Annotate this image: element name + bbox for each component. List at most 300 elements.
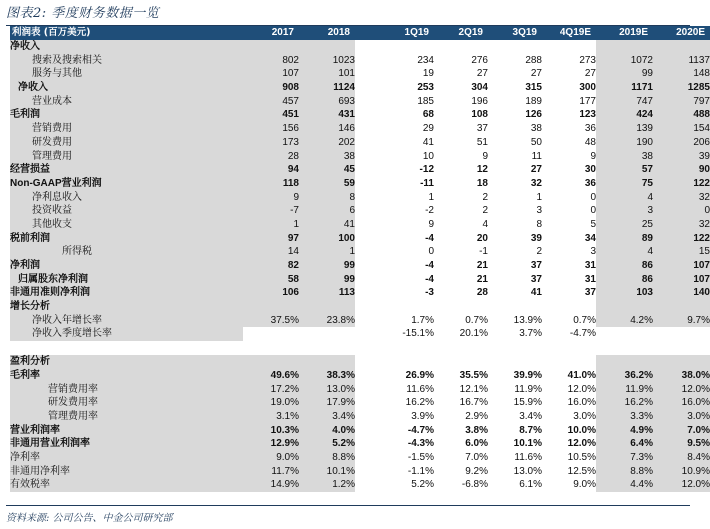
value-cell: 3.7% <box>488 327 542 341</box>
table-row <box>10 40 710 54</box>
row-label: 营销费用 <box>10 122 243 136</box>
value-cell: 82 <box>243 259 299 273</box>
value-cell: 9.2% <box>434 464 488 478</box>
value-cell: 5.2% <box>299 437 355 451</box>
value-cell: 9 <box>434 149 488 163</box>
value-cell: 7.0% <box>434 451 488 465</box>
value-cell: 99 <box>596 67 653 81</box>
value-cell: 36.2% <box>596 369 653 383</box>
value-cell: 16.7% <box>434 396 488 410</box>
value-cell: 206 <box>653 136 710 150</box>
value-cell <box>299 300 355 314</box>
value-cell: -1.1% <box>380 464 434 478</box>
value-cell: 41.0% <box>542 369 596 383</box>
value-cell: 16.0% <box>542 396 596 410</box>
value-cell: 18 <box>434 177 488 191</box>
value-cell <box>488 355 542 369</box>
value-cell <box>243 300 299 314</box>
row-label: 非通用营业利润率 <box>10 437 243 451</box>
value-cell: 108 <box>434 108 488 122</box>
value-cell: 2 <box>488 245 542 259</box>
gap-cell <box>355 40 380 54</box>
value-cell: 86 <box>596 272 653 286</box>
value-cell: 21 <box>434 272 488 286</box>
value-cell: 173 <box>243 136 299 150</box>
value-cell: 1137 <box>653 53 710 67</box>
value-cell: 3.0% <box>653 410 710 424</box>
table-row <box>10 108 710 122</box>
gap-cell <box>355 355 380 369</box>
value-cell: 16.2% <box>596 396 653 410</box>
value-cell: 100 <box>299 231 355 245</box>
value-cell: 156 <box>243 122 299 136</box>
gap-cell <box>355 136 380 150</box>
row-label: 营业成本 <box>10 94 243 108</box>
value-cell: 10 <box>380 149 434 163</box>
value-cell: 12.0% <box>542 437 596 451</box>
value-cell: 11.9% <box>596 382 653 396</box>
value-cell: 0 <box>542 190 596 204</box>
value-cell: 457 <box>243 94 299 108</box>
value-cell: 17.2% <box>243 382 299 396</box>
value-cell <box>653 355 710 369</box>
value-cell: 37 <box>488 259 542 273</box>
gap-cell <box>355 423 380 437</box>
row-label: 税前利润 <box>10 231 243 245</box>
value-cell: 12.1% <box>434 382 488 396</box>
row-label: 归属股东净利润 <box>10 272 243 286</box>
value-cell: 90 <box>653 163 710 177</box>
gap-cell <box>355 231 380 245</box>
value-cell: 4.9% <box>596 423 653 437</box>
value-cell: 2 <box>434 204 488 218</box>
value-cell: 190 <box>596 136 653 150</box>
value-cell: 3.9% <box>380 410 434 424</box>
row-label: 净收入 <box>10 81 243 95</box>
value-cell: 148 <box>653 67 710 81</box>
table-row <box>10 355 710 369</box>
value-cell: 12.5% <box>542 464 596 478</box>
value-cell: 9.7% <box>653 313 710 327</box>
value-cell: 39 <box>488 231 542 245</box>
table-row <box>10 177 710 191</box>
table-row <box>10 478 710 492</box>
row-label: 投资收益 <box>10 204 243 218</box>
value-cell <box>434 355 488 369</box>
value-cell <box>299 355 355 369</box>
value-cell: 202 <box>299 136 355 150</box>
value-cell <box>596 355 653 369</box>
value-cell <box>596 40 653 54</box>
row-label: 净利息收入 <box>10 190 243 204</box>
table-row <box>10 382 710 396</box>
value-cell: -6.8% <box>434 478 488 492</box>
value-cell: 29 <box>380 122 434 136</box>
value-cell: 37 <box>542 286 596 300</box>
gap-cell <box>355 108 380 122</box>
gap-cell <box>355 81 380 95</box>
value-cell: 13.0% <box>299 382 355 396</box>
value-cell: 1285 <box>653 81 710 95</box>
value-cell: 37 <box>488 272 542 286</box>
value-cell: 11.6% <box>488 451 542 465</box>
value-cell: -4.3% <box>380 437 434 451</box>
value-cell: 797 <box>653 94 710 108</box>
row-label: 盈利分析 <box>10 355 243 369</box>
value-cell: 189 <box>488 94 542 108</box>
table-row <box>10 204 710 218</box>
value-cell: 122 <box>653 231 710 245</box>
value-cell: 20.1% <box>434 327 488 341</box>
value-cell: 431 <box>299 108 355 122</box>
value-cell <box>299 327 355 341</box>
table-row <box>10 451 710 465</box>
value-cell: 19.0% <box>243 396 299 410</box>
value-cell <box>653 40 710 54</box>
value-cell: 4 <box>434 218 488 232</box>
value-cell: 20 <box>434 231 488 245</box>
gap-cell <box>355 272 380 286</box>
value-cell: 3.1% <box>243 410 299 424</box>
value-cell: 0.7% <box>434 313 488 327</box>
row-label: 净收入 <box>10 40 243 54</box>
value-cell: 11.6% <box>380 382 434 396</box>
row-label: 毛利率 <box>10 369 243 383</box>
figure-title: 图表2: 季度财务数据一览 <box>6 6 160 21</box>
header-estimate: 2019E <box>596 26 653 40</box>
row-label: 营销费用率 <box>10 382 243 396</box>
value-cell: 11.9% <box>488 382 542 396</box>
value-cell: 103 <box>596 286 653 300</box>
value-cell: 488 <box>653 108 710 122</box>
value-cell: 68 <box>380 108 434 122</box>
value-cell: 5.2% <box>380 478 434 492</box>
row-label: 研发费用 <box>10 136 243 150</box>
gap-cell <box>355 259 380 273</box>
value-cell <box>434 40 488 54</box>
value-cell <box>596 300 653 314</box>
gap-cell <box>355 451 380 465</box>
value-cell <box>380 300 434 314</box>
value-cell: 8.8% <box>299 451 355 465</box>
value-cell <box>434 300 488 314</box>
value-cell: -4 <box>380 272 434 286</box>
value-cell: 3.4% <box>488 410 542 424</box>
value-cell: 10.0% <box>542 423 596 437</box>
value-cell: 16.0% <box>653 396 710 410</box>
row-label: Non-GAAP营业利润 <box>10 177 243 191</box>
row-label: 增长分析 <box>10 300 243 314</box>
value-cell: 4.0% <box>299 423 355 437</box>
value-cell <box>380 40 434 54</box>
value-cell: -3 <box>380 286 434 300</box>
value-cell: 1124 <box>299 81 355 95</box>
value-cell: 59 <box>299 177 355 191</box>
value-cell: 234 <box>380 53 434 67</box>
value-cell: 185 <box>380 94 434 108</box>
value-cell: 31 <box>542 272 596 286</box>
value-cell: 97 <box>243 231 299 245</box>
value-cell: 107 <box>653 259 710 273</box>
row-label: 服务与其他 <box>10 67 243 81</box>
value-cell: -11 <box>380 177 434 191</box>
value-cell <box>653 300 710 314</box>
value-cell: 21 <box>434 259 488 273</box>
value-cell: 23.8% <box>299 313 355 327</box>
value-cell: 747 <box>596 94 653 108</box>
value-cell: 15.9% <box>488 396 542 410</box>
table-row <box>10 231 710 245</box>
row-label: 管理费用率 <box>10 410 243 424</box>
row-label: 非通用准则净利润 <box>10 286 243 300</box>
value-cell: 9 <box>542 149 596 163</box>
value-cell: 3 <box>488 204 542 218</box>
value-cell: 12.0% <box>653 382 710 396</box>
header-label: 利润表 (百万美元) <box>10 26 243 40</box>
table-row <box>10 190 710 204</box>
value-cell: 315 <box>488 81 542 95</box>
gap-cell <box>355 122 380 136</box>
value-cell: 140 <box>653 286 710 300</box>
row-label: 研发费用率 <box>10 396 243 410</box>
value-cell: 41 <box>488 286 542 300</box>
value-cell: 58 <box>243 272 299 286</box>
table-row <box>10 286 710 300</box>
value-cell: 253 <box>380 81 434 95</box>
value-cell: 3.3% <box>596 410 653 424</box>
value-cell: 39 <box>653 149 710 163</box>
value-cell: 8.8% <box>596 464 653 478</box>
value-cell: 16.2% <box>380 396 434 410</box>
value-cell: 86 <box>596 259 653 273</box>
value-cell: 10.3% <box>243 423 299 437</box>
gap-cell <box>355 464 380 478</box>
table-body <box>10 40 710 492</box>
value-cell: 14 <box>243 245 299 259</box>
value-cell: 9 <box>243 190 299 204</box>
value-cell: 11.7% <box>243 464 299 478</box>
table-row <box>10 245 710 259</box>
value-cell: 38.3% <box>299 369 355 383</box>
value-cell: 4 <box>596 245 653 259</box>
table-row <box>10 81 710 95</box>
gap-cell <box>355 204 380 218</box>
value-cell: 3 <box>542 245 596 259</box>
header-quarter: 4Q19E <box>542 26 596 40</box>
gap-cell <box>355 190 380 204</box>
value-cell: 31 <box>542 259 596 273</box>
value-cell: 177 <box>542 94 596 108</box>
value-cell: 273 <box>542 53 596 67</box>
value-cell: 6.4% <box>596 437 653 451</box>
header-gap <box>355 26 380 40</box>
row-label: 净收入年增长率 <box>10 313 243 327</box>
value-cell: -1.5% <box>380 451 434 465</box>
value-cell: 27 <box>542 67 596 81</box>
gap-cell <box>355 396 380 410</box>
value-cell: 11 <box>488 149 542 163</box>
table-row <box>10 218 710 232</box>
value-cell: 9.0% <box>243 451 299 465</box>
value-cell: 304 <box>434 81 488 95</box>
gap-cell <box>355 437 380 451</box>
value-cell: 424 <box>596 108 653 122</box>
table-row <box>10 149 710 163</box>
value-cell: 1023 <box>299 53 355 67</box>
value-cell: 27 <box>488 163 542 177</box>
value-cell: 7.3% <box>596 451 653 465</box>
gap-cell <box>355 313 380 327</box>
gap-cell <box>355 177 380 191</box>
gap-cell <box>355 327 380 341</box>
value-cell: 0.7% <box>542 313 596 327</box>
value-cell: 1 <box>243 218 299 232</box>
table-row <box>10 136 710 150</box>
value-cell: 908 <box>243 81 299 95</box>
row-label: 非通用净利率 <box>10 464 243 478</box>
value-cell: 6 <box>299 204 355 218</box>
table-row <box>10 396 710 410</box>
row-label: 经营损益 <box>10 163 243 177</box>
value-cell: 35.5% <box>434 369 488 383</box>
table-row <box>10 94 710 108</box>
spacer-cell <box>10 341 710 355</box>
value-cell: 8.7% <box>488 423 542 437</box>
value-cell: 1 <box>299 245 355 259</box>
value-cell: 9.0% <box>542 478 596 492</box>
value-cell: 3.0% <box>542 410 596 424</box>
table-row <box>10 67 710 81</box>
source-note: 资料来源: 公司公告、中金公司研究部 <box>6 513 173 524</box>
gap-cell <box>355 149 380 163</box>
value-cell: 2.9% <box>434 410 488 424</box>
value-cell: 38 <box>596 149 653 163</box>
header-quarter: 1Q19 <box>380 26 434 40</box>
value-cell: 146 <box>299 122 355 136</box>
value-cell: 123 <box>542 108 596 122</box>
row-label: 其他收支 <box>10 218 243 232</box>
value-cell <box>542 40 596 54</box>
value-cell: 10.5% <box>542 451 596 465</box>
value-cell: 4.4% <box>596 478 653 492</box>
value-cell: 1171 <box>596 81 653 95</box>
value-cell: 28 <box>434 286 488 300</box>
value-cell: 34 <box>542 231 596 245</box>
value-cell: 9 <box>380 218 434 232</box>
value-cell: 3.8% <box>434 423 488 437</box>
value-cell: 2 <box>434 190 488 204</box>
value-cell: 27 <box>434 67 488 81</box>
value-cell <box>596 327 653 341</box>
value-cell: 6.1% <box>488 478 542 492</box>
gap-cell <box>355 94 380 108</box>
value-cell <box>380 355 434 369</box>
value-cell: 48 <box>542 136 596 150</box>
value-cell: 25 <box>596 218 653 232</box>
value-cell: 276 <box>434 53 488 67</box>
table-row <box>10 327 710 341</box>
value-cell: 154 <box>653 122 710 136</box>
value-cell: 17.9% <box>299 396 355 410</box>
header-year: 2017 <box>243 26 299 40</box>
value-cell: 8 <box>488 218 542 232</box>
value-cell: 89 <box>596 231 653 245</box>
value-cell: 693 <box>299 94 355 108</box>
gap-cell <box>355 478 380 492</box>
table-row <box>10 53 710 67</box>
value-cell: 32 <box>488 177 542 191</box>
value-cell: 26.9% <box>380 369 434 383</box>
value-cell: 39.9% <box>488 369 542 383</box>
value-cell: 8 <box>299 190 355 204</box>
value-cell: 101 <box>299 67 355 81</box>
table-row <box>10 369 710 383</box>
value-cell <box>243 327 299 341</box>
value-cell: 32 <box>653 218 710 232</box>
spacer-row <box>10 341 710 355</box>
value-cell: 451 <box>243 108 299 122</box>
value-cell <box>542 300 596 314</box>
value-cell: 12 <box>434 163 488 177</box>
value-cell <box>243 40 299 54</box>
value-cell: 8.4% <box>653 451 710 465</box>
gap-cell <box>355 300 380 314</box>
value-cell: 41 <box>299 218 355 232</box>
value-cell <box>488 40 542 54</box>
value-cell: -4.7% <box>542 327 596 341</box>
value-cell: 122 <box>653 177 710 191</box>
value-cell: 12.0% <box>542 382 596 396</box>
value-cell: 14.9% <box>243 478 299 492</box>
value-cell: 75 <box>596 177 653 191</box>
value-cell: 38 <box>488 122 542 136</box>
value-cell: 1072 <box>596 53 653 67</box>
table-row <box>10 259 710 273</box>
table-row <box>10 423 710 437</box>
value-cell: 113 <box>299 286 355 300</box>
value-cell <box>299 40 355 54</box>
value-cell: 37 <box>434 122 488 136</box>
value-cell: 38 <box>299 149 355 163</box>
row-label: 净利润 <box>10 259 243 273</box>
value-cell: -12 <box>380 163 434 177</box>
value-cell: 107 <box>653 272 710 286</box>
value-cell: 36 <box>542 177 596 191</box>
value-cell: 99 <box>299 259 355 273</box>
value-cell: 10.1% <box>488 437 542 451</box>
row-label: 营业利润率 <box>10 423 243 437</box>
gap-cell <box>355 382 380 396</box>
row-label: 净收入季度增长率 <box>10 327 243 341</box>
header-year: 2018 <box>299 26 355 40</box>
table-row <box>10 122 710 136</box>
value-cell: 0 <box>380 245 434 259</box>
header-quarter: 2Q19 <box>434 26 488 40</box>
table-row <box>10 410 710 424</box>
value-cell: 106 <box>243 286 299 300</box>
row-label: 毛利润 <box>10 108 243 122</box>
value-cell: 28 <box>243 149 299 163</box>
value-cell: 12.0% <box>653 478 710 492</box>
value-cell: 288 <box>488 53 542 67</box>
value-cell: 1.7% <box>380 313 434 327</box>
table-row <box>10 300 710 314</box>
gap-cell <box>355 286 380 300</box>
value-cell: 38.0% <box>653 369 710 383</box>
value-cell: 49.6% <box>243 369 299 383</box>
value-cell: 19 <box>380 67 434 81</box>
value-cell: 0 <box>542 204 596 218</box>
